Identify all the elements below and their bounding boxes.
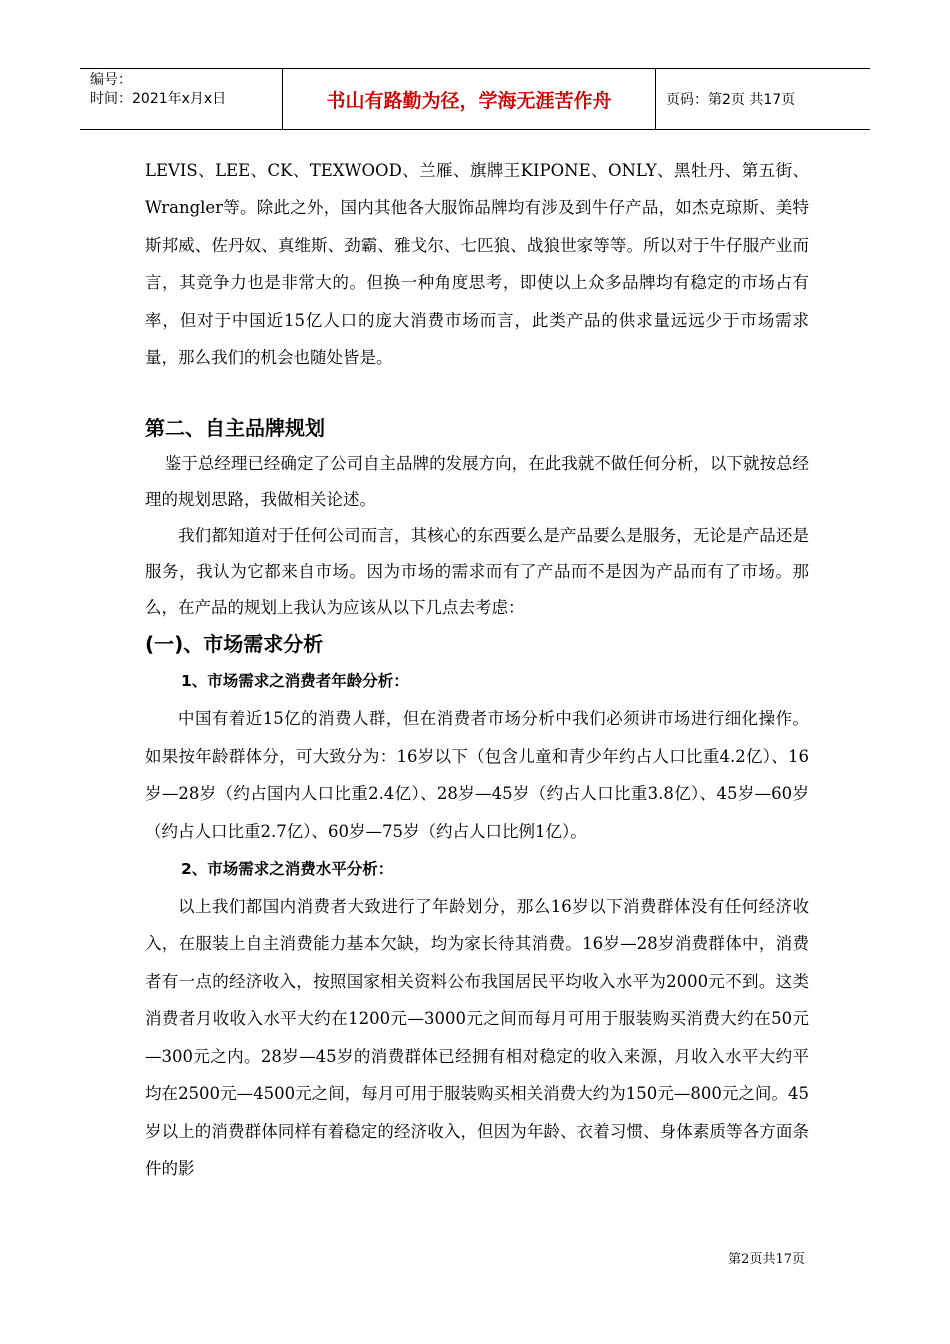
subheading-consumption-level: 2、市场需求之消费水平分析： <box>181 860 394 879</box>
header-motto: 书山有路勤为径，学海无涯苦作舟 <box>282 69 656 129</box>
paragraph-consumption-level: 以上我们都国内消费者大致进行了年龄划分，那么16岁以下消费群体没有任何经济收入，在服装上自主消费能力基本欠缺，均为家长待其消费。16岁—28岁消费群体中，消费者有一点的经济收入，按照国家相关资料公布我国居民平均收入水平为2000元不到。这类消费者月收收入水平大约在1200元—3000元之间而每月可用于服装购买消费大约在50元—300元之内。28岁—45岁的消费群体已经拥有相对稳定的收入来源，月收入水平大约平均在2500元—4500元之间，每月可用于服装购买相关消费大约为150元—800元之间。45岁以上的消费群体同样有着稳定的经济收入，但因为年龄、衣着习惯、身体素质等各方面条件的影 <box>145 897 809 1178</box>
document-number-label: 编号： <box>90 72 132 88</box>
header-page-info: 页码：第2页 共17页 <box>666 92 796 108</box>
section-heading-own-brand: 第二、自主品牌规划 <box>145 416 325 441</box>
page-header <box>80 68 870 130</box>
subheading-age-analysis: 1、市场需求之消费者年龄分析： <box>181 672 409 691</box>
paragraph-product-service: 我们都知道对于任何公司而言，其核心的东西要么是产品要么是服务，无论是产品还是服务，我认为它都来自市场。因为市场的需求而有了产品而不是因为产品而有了市场。那么，在产品的规划上我认为应该从以下几点去考虑： <box>145 526 809 618</box>
paragraph-brand-competition: LEVIS、LEE、CK、TEXWOOD、兰雁、旗牌王KIPONE、ONLY、黑牡丹、第五街、Wrangler等。除此之外，国内其他各大服饰品牌均有涉及到牛仔产品，如杰克琼斯、美特斯邦威、佐丹奴、真维斯、劲霸、雅戈尔、七匹狼、战狼世家等等。所以对于牛仔服产业而言，其竞争力也是非常大的。但换一种角度思考，即使以上众多品牌均有稳定的市场占有率，但对于中国近15亿人口的庞大消费市场而言，此类产品的供求量远远少于市场需求量，那么我们的机会也随处皆是。 <box>145 161 809 368</box>
header-meta <box>80 69 282 129</box>
document-date: 时间：2021年x月x日 <box>90 91 227 107</box>
document-body <box>145 152 809 1187</box>
subsection-heading-market-demand: (一)、市场需求分析 <box>145 632 324 657</box>
paragraph-brand-direction: 鉴于总经理已经确定了公司自主品牌的发展方向，在此我就不做任何分析，以下就按总经理的规划思路，我做相关论述。 <box>145 454 809 510</box>
paragraph-age-analysis: 中国有着近15亿的消费人群，但在消费者市场分析中我们必须讲市场进行细化操作。如果按年龄群体分，可大致分为：16岁以下（包含儿童和青少年约占人口比重4.2亿）、16岁—28岁（约占国内人口比重2.4亿）、28岁—45岁（约占人口比重3.8亿）、45岁—60岁（约占人口比重2.7亿）、60岁—75岁（约占人口比例1亿）。 <box>145 709 809 841</box>
page-footer: 第2页共17页 <box>728 1252 805 1267</box>
